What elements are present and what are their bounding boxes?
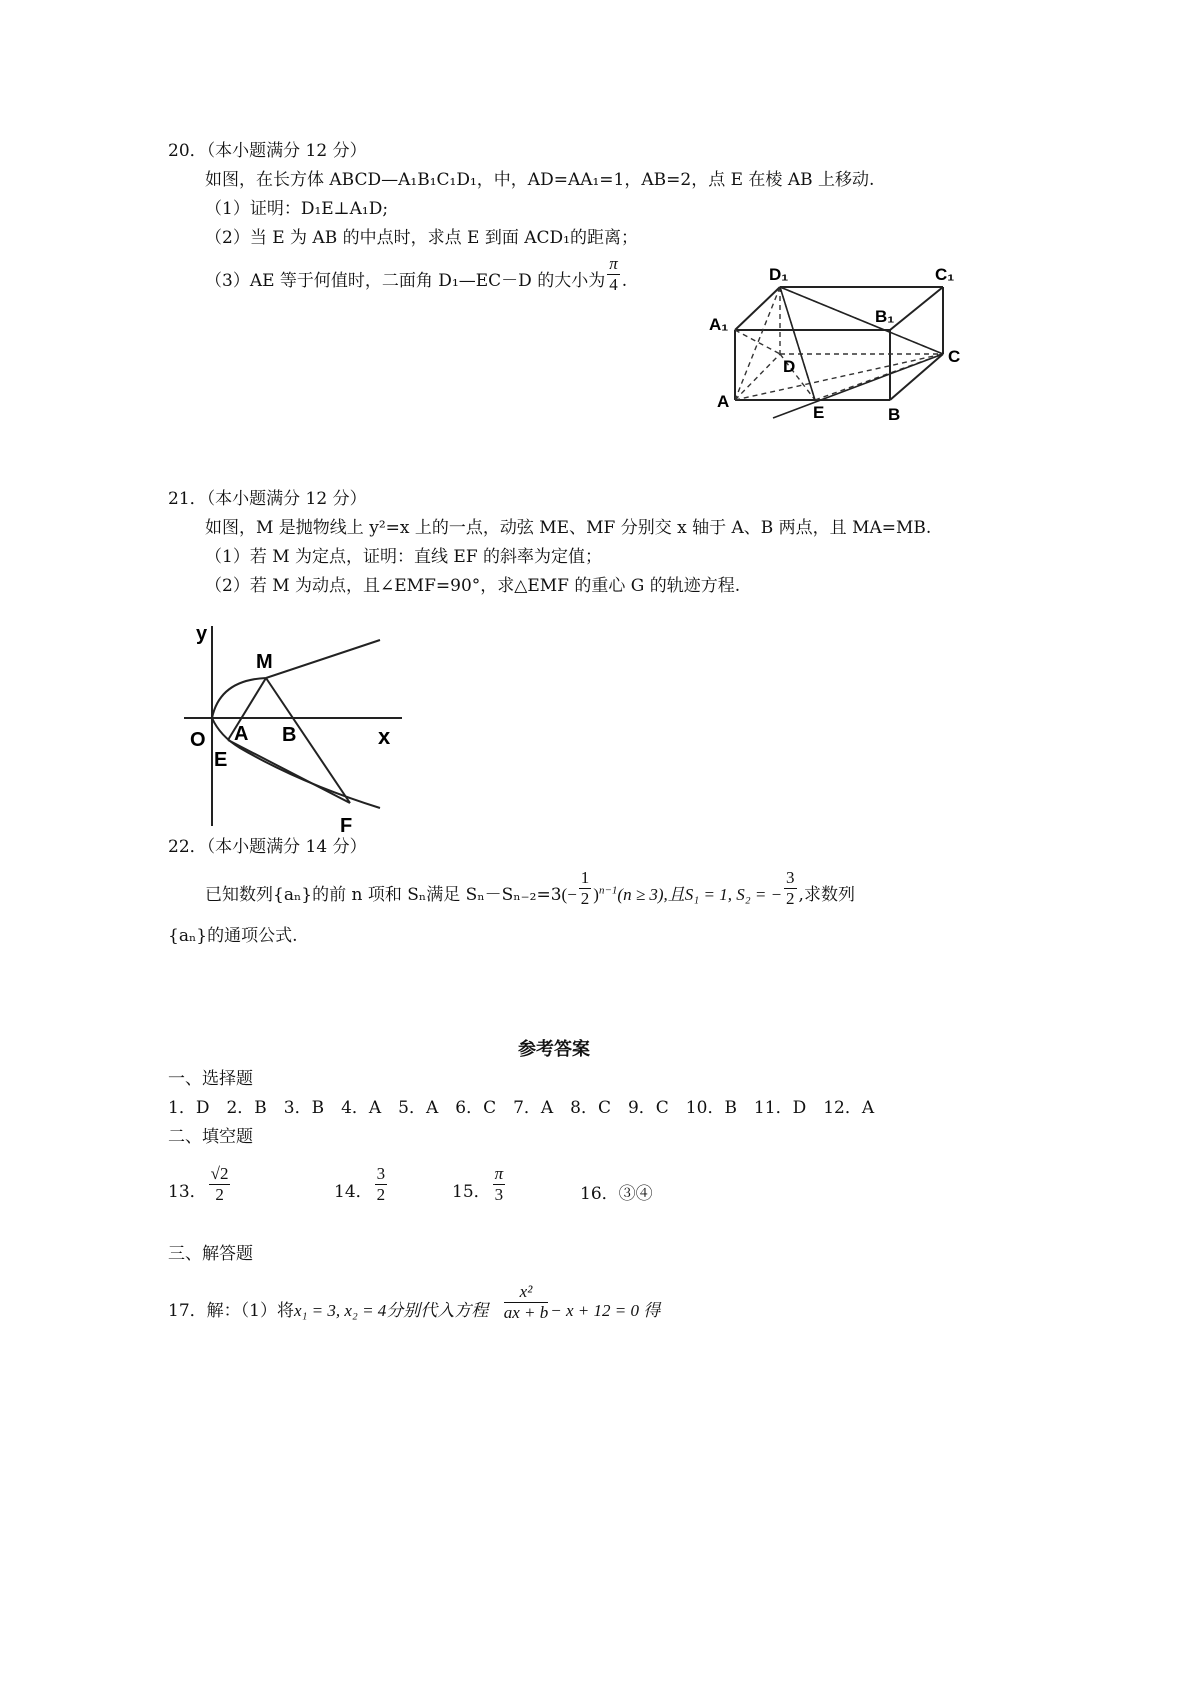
answer-16: 16．③④ <box>580 1184 653 1204</box>
q20-part3-text: （3）AE 等于何值时，二面角 D₁—EC－D 的大小为 <box>205 271 606 291</box>
q20-part3: （3）AE 等于何值时，二面角 D₁—EC－D 的大小为 $\frac{\pi}{4}$ . <box>205 254 628 294</box>
cuboid-figure <box>705 262 985 430</box>
label-A: A <box>234 723 249 745</box>
answer-13-fraction: $\frac{√2}{2}$ <box>210 1164 229 1204</box>
q22-fraction-half: $\frac{1}{2}$ <box>580 868 590 908</box>
label-B: B <box>282 724 297 746</box>
answer-17-fraction: $\frac{\text{x²}}{ax + b}$ <box>503 1282 549 1322</box>
label-F: F <box>340 815 353 833</box>
answer-14-fraction: $\frac{3}{2}$ <box>376 1164 386 1204</box>
answers-choices: 1．D 2．B 3．B 4．A 5．A 6．C 7．A 8．C 9．C 10．B 11．D 12．A <box>168 1098 875 1118</box>
q20-header: 20．（本小题满分 12 分） <box>168 141 367 161</box>
label-A1: A₁ <box>709 315 729 334</box>
answer-17-start: 17．解：（1）将x₁ = 3, x₂ = 4分别代入方程 $\frac{\text{x²}}{ax + b}$ − x + 12 = 0 得 <box>168 1282 661 1322</box>
q21-part2: （2）若 M 为动点，且∠EMF=90°，求△EMF 的重心 G 的轨迹方程. <box>205 576 741 596</box>
q22-fraction-three-halves: $\frac{3}{2}$ <box>786 868 795 908</box>
answers-section1: 一、选择题 <box>168 1069 253 1089</box>
q22-header: 22．（本小题满分 14 分） <box>168 837 367 857</box>
q20-part2: （2）当 E 为 AB 的中点时，求点 E 到面 ACD₁的距离； <box>205 228 638 248</box>
answer-15: 15． $\frac{\pi}{3}$ <box>452 1164 504 1204</box>
label-y: y <box>196 623 208 645</box>
label-B1: B₁ <box>875 307 895 326</box>
answer-13: 13． $\frac{√2}{2}$ <box>168 1164 229 1204</box>
label-x: x <box>378 724 391 749</box>
label-C1: C₁ <box>935 265 955 284</box>
label-D1: D₁ <box>769 265 789 284</box>
q20-part3-fraction: $\frac{\pi}{4}$ <box>609 254 618 294</box>
answers-section2: 二、填空题 <box>168 1127 253 1147</box>
q21-header: 21．（本小题满分 12 分） <box>168 489 367 509</box>
q21-stem: 如图，M 是抛物线上 y²=x 上的一点，动弦 ME、MF 分别交 x 轴于 A、B 两点，且 MA=MB. <box>205 518 932 538</box>
label-A: A <box>717 392 730 411</box>
answer-14: 14． $\frac{3}{2}$ <box>334 1164 386 1204</box>
q22-line2: {aₙ}的通项公式. <box>168 926 298 946</box>
answer-15-fraction: $\frac{\pi}{3}$ <box>494 1164 504 1204</box>
answers-title: 参考答案 <box>518 1039 590 1060</box>
answers-section3: 三、解答题 <box>168 1244 253 1264</box>
q20-stem: 如图，在长方体 ABCD—A₁B₁C₁D₁，中，AD=AA₁=1，AB=2，点 E 在棱 AB 上移动. <box>205 170 875 190</box>
label-B: B <box>888 405 901 424</box>
label-M: M <box>256 651 273 673</box>
q21-part1: （1）若 M 为定点，证明：直线 EF 的斜率为定值； <box>205 547 603 567</box>
label-C: C <box>948 347 961 366</box>
label-O: O <box>190 729 206 751</box>
q22-line1: 已知数列{aₙ}的前 n 项和 Sₙ满足 Sₙ－Sₙ₋₂=3(− $\frac{1}{2}$ )$^{n-1}$(n ≥ 3),且S₁ = 1, S₂ = − $\frac{3}{2}$ ,求数列 <box>205 868 855 908</box>
q20-part1: （1）证明：D₁E⊥A₁D; <box>205 199 389 219</box>
label-E: E <box>813 403 825 422</box>
parabola-figure <box>180 618 410 833</box>
label-E: E <box>214 749 228 771</box>
label-D: D <box>783 357 796 376</box>
